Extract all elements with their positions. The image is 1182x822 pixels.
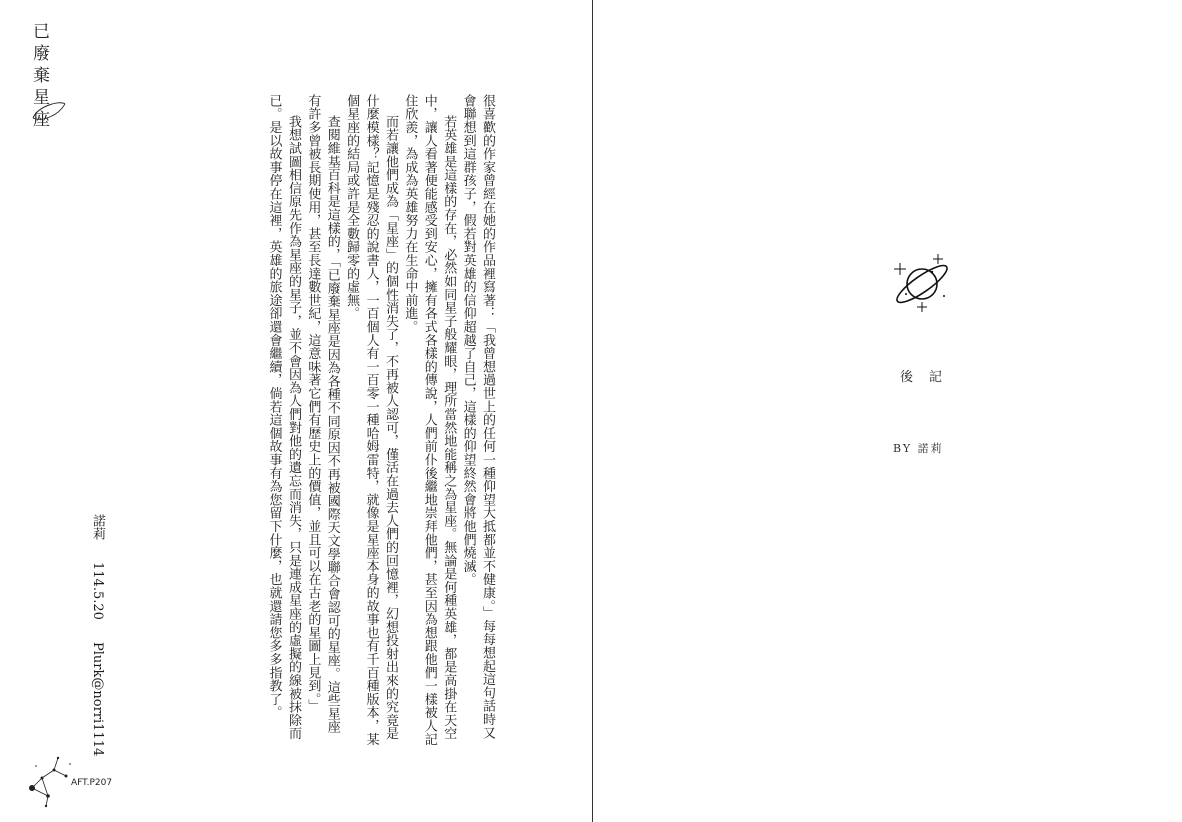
signature-contact: Plurk@norri1114 [90,641,105,757]
afterword-body [132,94,497,746]
right-page [594,0,1182,822]
author-byline: BY 諾莉 [893,442,944,455]
paragraph-4: 查閱維基百科是這樣的，「已廢棄星座是因為各種不同原因不再被國際天文學聯合會認可的星座。這些星座有許多曾被長期使用，甚至長達數世紀，這意味著它們有歷史上的價值，並且可以在古老的星圖上見到。」 [305,94,340,734]
afterword-title: 後記 [900,370,959,385]
paragraph-5: 我想試圖相信原先作為星座的星子，並不會因為人們對他的遺忘而消失，只是連成星座的虛擬的線被抹除而已。是以故事停在這裡，英雄的旅途卻還會繼續，倘若這個故事有為您留下什麼，也就還請您多多指教了。 [266,94,301,740]
page-label: AFT.P207 [71,778,113,788]
ring-ornament-icon [30,96,68,126]
constellation-icon [26,752,74,810]
paragraph-3: 而若讓他們成為「星座」的個性消失了，不再被人認可，僅活在過去人們的回憶裡，幻想投射出來的究竟是什麼模樣？記憶是殘忍的說書人，一百個人有一百零一種哈姆雷特，就像是星座本身的故事也有千百種版本，某個星座的結局或許是全數歸零的虛無。 [344,94,398,746]
planet-logo-icon [888,250,956,314]
signature-block [88,514,106,756]
signature-author: 諾莉 [90,514,105,540]
paragraph-2: 若英雄是這樣的存在，必然如同星子般耀眼，理所當然地能稱之為星座。無論是何種英雄，都是高掛在天空中，讓人看著便能感受到安心，擁有各式各樣的傳說，人們前仆後繼地崇拜他們，甚至因為想跟他們一樣被人記住欣羨，為成為英雄努力在生命中前進。 [402,94,457,746]
paragraph-1: 很喜歡的作家曾經在她的作品裡寫著：「我曾想過世上的任何一種仰望大抵都並不健康。」每每想起這句話時又會聯想到這群孩子，假若對英雄的信仰超越了自己，這樣的仰望終然會將他們燒滅。 [460,94,495,740]
page-divider [592,0,593,822]
signature-date: 114.5.20 [90,562,105,620]
vertical-book-title: 已廢棄星座 [29,22,49,132]
